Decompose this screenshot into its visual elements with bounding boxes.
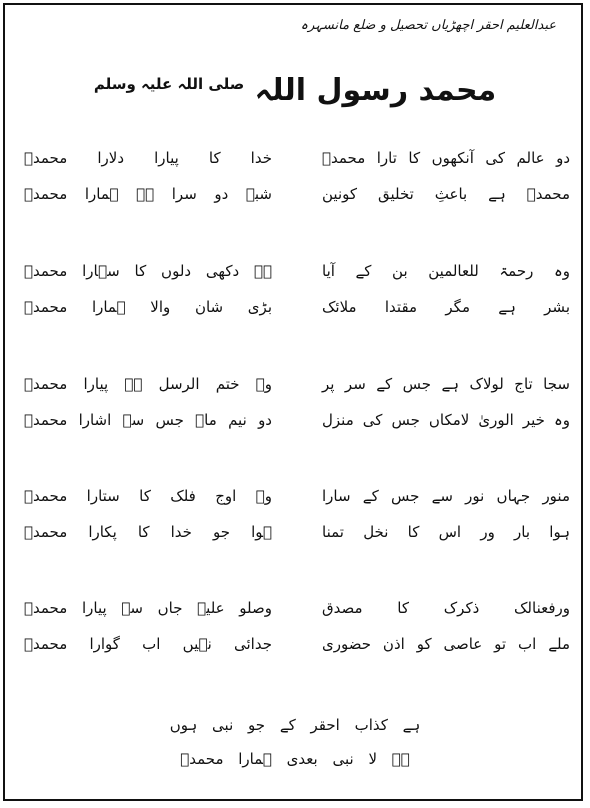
- verse-right: محمدؐ ہے باعثِ تخلیق کونین: [322, 185, 570, 203]
- verse-left: ہے دکھی دلوں کا سہارا محمدؐ: [24, 262, 272, 280]
- title-honorific: صلی اللہ علیہ وسلم: [93, 75, 245, 93]
- verse-left: وہ ختم الرسل ہے پیارا محمدؐ: [24, 375, 272, 393]
- closing-line-2: ہے لا نبی بعدی ہمارا محمدؐ: [180, 750, 410, 768]
- verse-left: وہ اوج فلک کا ستارا محمدؐ: [24, 487, 272, 505]
- verse-left: خدا کا پیارا دلارا محمدؐ: [24, 149, 272, 167]
- verse-right: وہ خیر الوریٰ لامکاں جس کی منزل: [322, 411, 570, 429]
- verse-right: وہ رحمۃ للعالمین بن کے آیا: [322, 262, 570, 280]
- verse-left: وصلو علیہ جاں سے پیارا محمدؐ: [24, 599, 272, 617]
- couplet: [24, 295, 570, 331]
- stanza-4: [24, 484, 570, 556]
- verse-left: ہوا جو خدا کا پکارا محمدؐ: [24, 523, 272, 541]
- verse-left: جدائی نہیں اب گوارا محمدؐ: [24, 635, 272, 653]
- closing-couplet: [0, 708, 590, 776]
- stanza-1: [24, 146, 570, 218]
- verse-right: ہوا بار ور اس کا نخل تمنا: [322, 523, 570, 541]
- verse-left: بڑی شان والا ہمارا محمدؐ: [24, 298, 272, 316]
- closing-line-1: ہے کذاب احقر کے جو نبی ہوں: [169, 716, 421, 734]
- verse-left: شبہ دو سرا ہے ہمارا محمدؐ: [24, 185, 272, 203]
- verse-right: ورفعنالک ذکرک کا مصدق: [322, 599, 570, 617]
- couplet: [24, 372, 570, 408]
- stanza-5: [24, 596, 570, 668]
- verse-left: دو نیم ماہ جس سے اشارا محمدؐ: [24, 411, 272, 429]
- verse-right: سجا تاج لولاک ہے جس کے سر پر: [322, 375, 570, 393]
- stanza-3: [24, 372, 570, 444]
- couplet: [24, 182, 570, 218]
- author-line: عبدالعلیم احقر اچھڑیاں تحصیل و ضلع مانسہرہ: [300, 18, 556, 33]
- couplet: [24, 408, 570, 444]
- verse-right: ملے اب تو عاصی کو اذن حضوری: [322, 635, 570, 653]
- verse-right: دو عالم کی آنکھوں کا تارا محمدؐ: [322, 149, 570, 167]
- verse-right: منور جہاں نور سے جس کے سارا: [322, 487, 570, 505]
- verse-right: بشر ہے مگر مقتدا ملائک: [322, 298, 570, 316]
- couplet: [24, 146, 570, 182]
- couplet: [24, 259, 570, 295]
- title-main: محمد رسول اللہ: [254, 73, 497, 108]
- stanza-2: [24, 259, 570, 331]
- couplet: [24, 632, 570, 668]
- couplet: [24, 520, 570, 556]
- calligraphy-title: [0, 64, 590, 111]
- couplet: [24, 484, 570, 520]
- couplet: [24, 596, 570, 632]
